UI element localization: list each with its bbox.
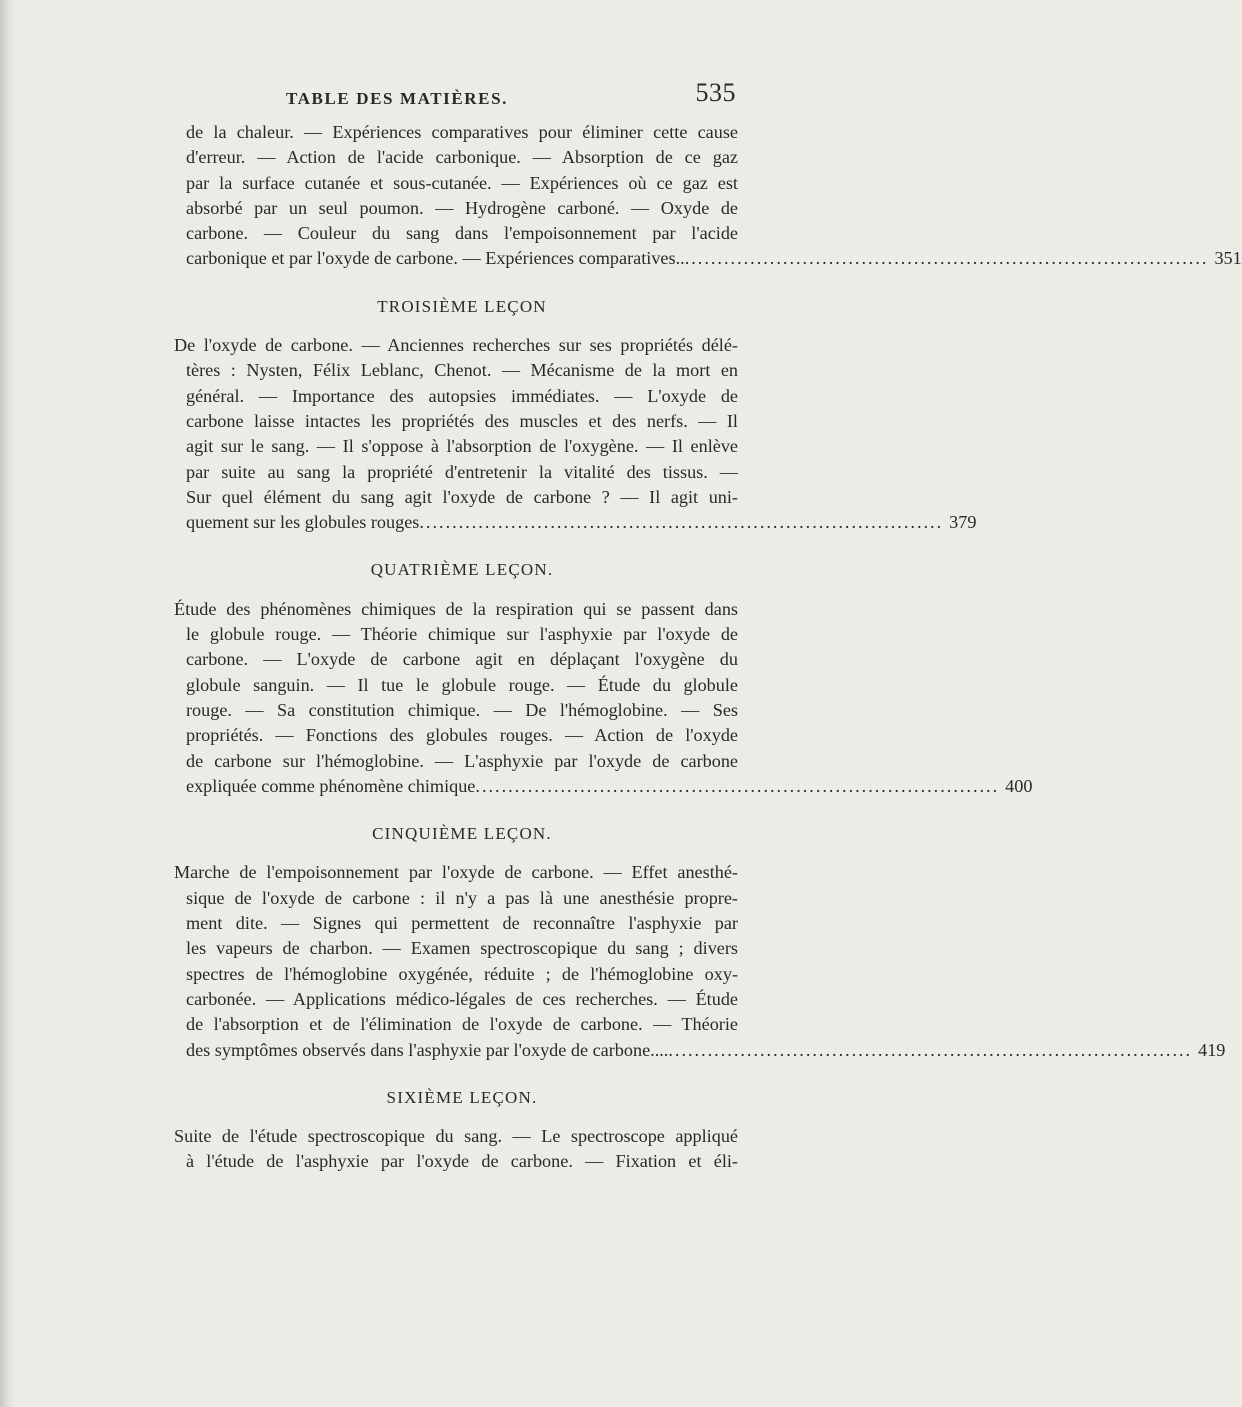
entry-line: Étude des phénomènes chimiques de la respiration qui se passent dans: [174, 598, 738, 619]
entry-line: Suite de l'étude spectroscopique du sang. — Le spectroscope appliqué: [174, 1126, 738, 1147]
entry-line: ment dite. — Signes qui permettent de reconnaître l'asphyxie par: [186, 913, 738, 934]
leader-dots: ................................................................................: [668, 1039, 1193, 1060]
entry-line: carbone laisse intactes les propriétés des muscles et des nerfs. — Il: [186, 410, 738, 431]
entry-line: Marche de l'empoisonnement par l'oxyde de carbone. — Effet anesthé-: [174, 862, 738, 883]
leader-dots: ................................................................................: [684, 248, 1209, 269]
entry-last-line: [186, 510, 977, 535]
running-header: [186, 78, 738, 120]
entry-line: les vapeurs de charbon. — Examen spectroscopique du sang ; divers: [186, 938, 738, 959]
leader-dots: ................................................................................: [475, 775, 1000, 796]
entry-line: carbonée. — Applications médico-légales de ces recherches. — Étude: [186, 988, 738, 1009]
entry-page-number: 379: [949, 512, 977, 533]
entry-line: carbone. — L'oxyde de carbone agit en déplaçant l'oxygène du: [186, 649, 738, 670]
toc-entry: [174, 597, 1033, 799]
entry-last-line: [186, 1038, 1226, 1063]
entry-line: quement sur les globules rouges: [186, 512, 420, 533]
toc-entry-continuation: [186, 120, 1242, 272]
entry-line: absorbé par un seul poumon. — Hydrogène carboné. — Oxyde de: [186, 197, 738, 218]
entry-line: agit sur le sang. — Il s'oppose à l'absorption de l'oxygène. — Il enlève: [186, 436, 738, 457]
entry-line: propriétés. — Fonctions des globules rouges. — Action de l'oxyde: [186, 725, 738, 746]
entry-line: général. — Importance des autopsies immédiates. — L'oxyde de: [186, 385, 738, 406]
entry-line: de la chaleur. — Expériences comparatives pour éliminer cette cause: [186, 122, 738, 142]
entry-line: rouge. — Sa constitution chimique. — De l'hémoglobine. — Ses: [186, 699, 738, 720]
page-edge-shadow: [0, 0, 14, 1407]
entry-line: par suite au sang la propriété d'entretenir la vitalité des tissus. —: [186, 461, 738, 482]
lesson-heading: QUATRIÈME LEÇON.: [370, 560, 554, 580]
entry-page-number: 351: [1214, 248, 1242, 269]
entry-line: expliquée comme phénomène chimique: [186, 775, 476, 796]
entry-line: de l'absorption et de l'élimination de l'oxyde de carbone. — Théorie: [186, 1014, 738, 1035]
entry-line: carbone. — Couleur du sang dans l'empoisonnement par l'acide: [186, 223, 738, 244]
entry-line: Sur quel élément du sang agit l'oxyde de carbone ? — Il agit uni-: [186, 486, 738, 507]
entry-line: spectres de l'hémoglobine oxygénée, réduite ; de l'hémoglobine oxy-: [186, 963, 738, 984]
entry-line: des symptômes observés dans l'asphyxie par l'oxyde de carbone....: [186, 1039, 669, 1060]
lesson-heading: TROISIÈME LEÇON: [377, 296, 547, 316]
toc-entry: [174, 860, 1226, 1062]
entry-line: d'erreur. — Action de l'acide carbonique. — Absorption de ce gaz: [186, 147, 738, 168]
entry-last-line: [186, 246, 1242, 271]
entry-line: à l'étude de l'asphyxie par l'oxyde de carbone. — Fixation et éli-: [186, 1151, 738, 1172]
header-page-number: 535: [695, 78, 736, 107]
entry-line: de carbone sur l'hémoglobine. — L'asphyxie par l'oxyde de carbone: [186, 750, 738, 771]
toc-entry: [174, 333, 977, 535]
lesson-heading: SIXIÈME LEÇON.: [386, 1087, 538, 1107]
entry-line: tères : Nysten, Félix Leblanc, Chenot. — Mécanisme de la mort en: [186, 360, 738, 381]
header-title: TABLE DES MATIÈRES.: [286, 89, 509, 108]
entry-page-number: 400: [1005, 775, 1033, 796]
entry-line: globule sanguin. — Il tue le globule rouge. — Étude du globule: [186, 674, 738, 695]
document-page: [174, 78, 1242, 1175]
lesson-heading: CINQUIÈME LEÇON.: [372, 824, 552, 844]
entry-line: le globule rouge. — Théorie chimique sur l'asphyxie par l'oxyde de: [186, 624, 738, 645]
entry-line: De l'oxyde de carbone. — Anciennes recherches sur ses propriétés délé-: [174, 335, 738, 356]
entry-line: par la surface cutanée et sous-cutanée. — Expériences où ce gaz est: [186, 172, 738, 193]
toc-entry: [174, 1124, 738, 1175]
leader-dots: ................................................................................: [419, 512, 944, 533]
entry-line: sique de l'oxyde de carbone : il n'y a pas là une anesthésie propre-: [186, 887, 738, 908]
entry-page-number: 419: [1198, 1039, 1226, 1060]
entry-last-line: [186, 774, 1033, 799]
entry-line: carbonique et par l'oxyde de carbone. — Expériences comparatives..: [186, 248, 685, 269]
